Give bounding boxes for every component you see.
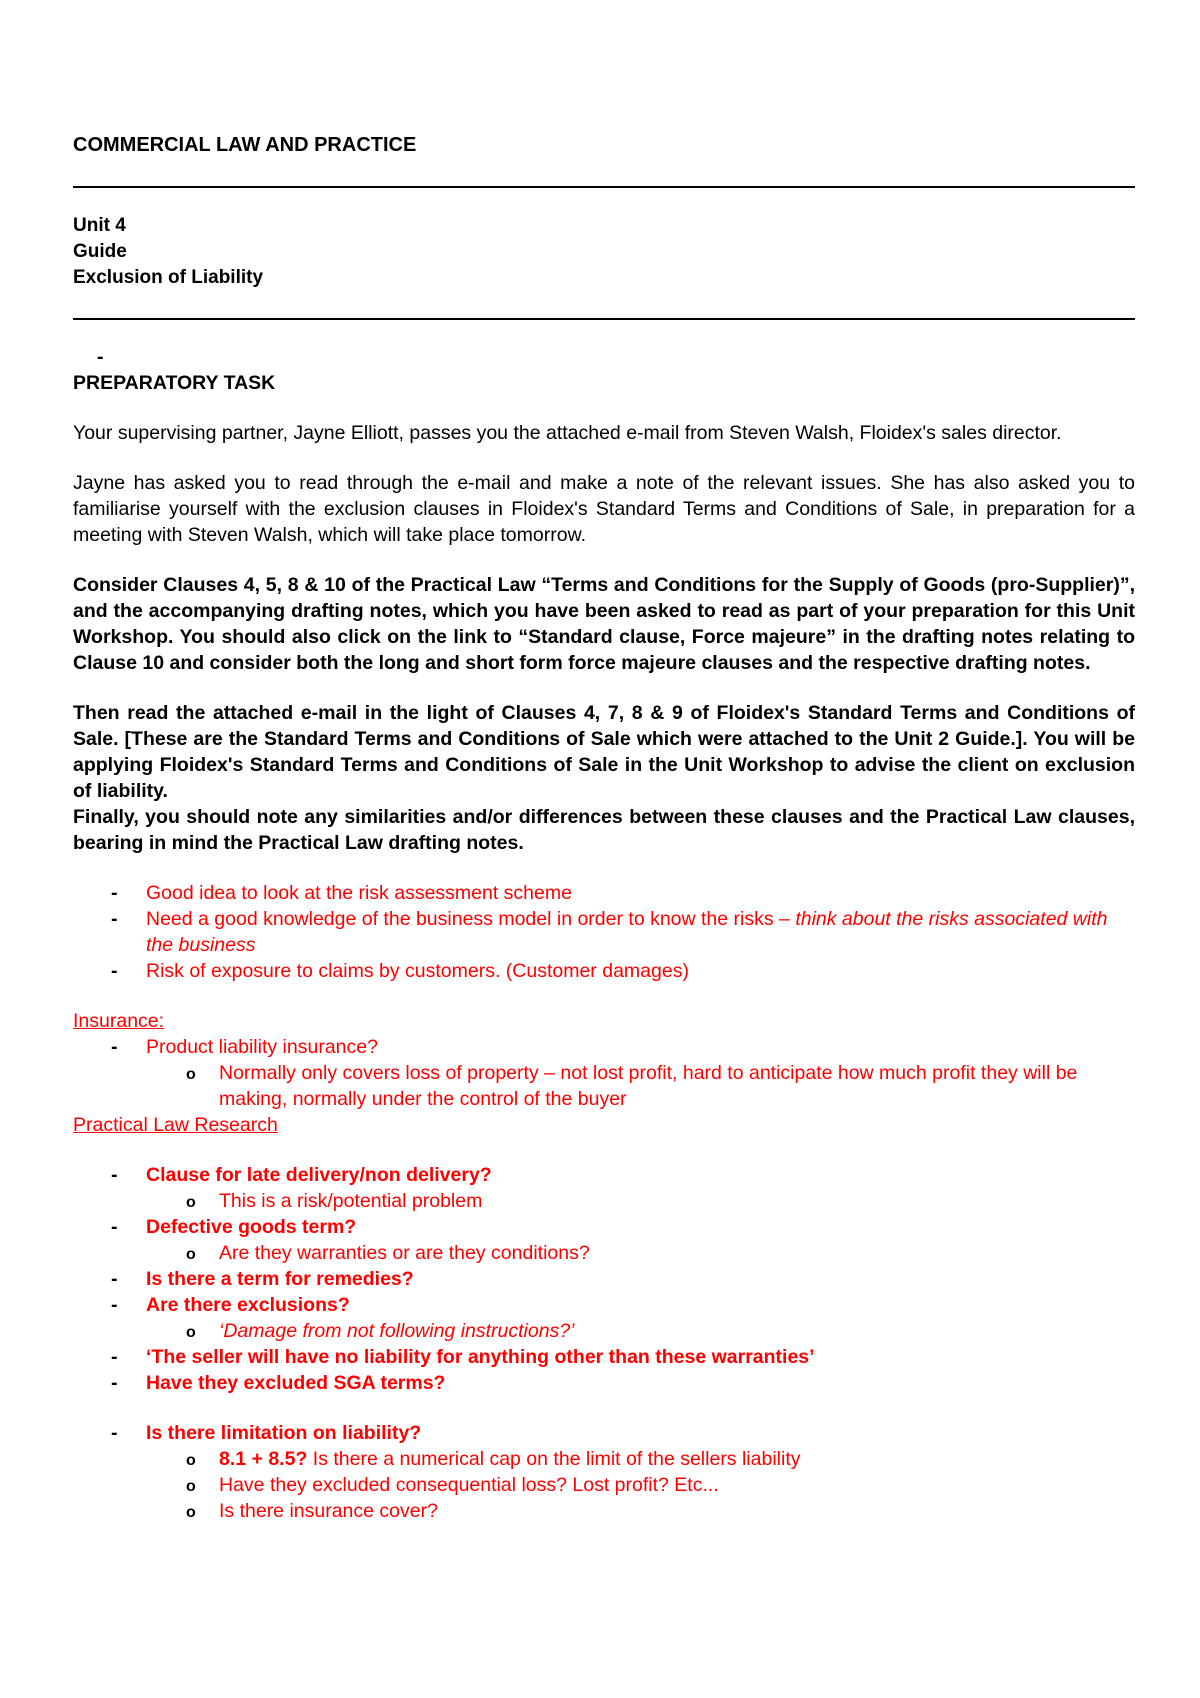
sub-list-item: o ‘Damage from not following instructions?’ <box>73 1318 1135 1344</box>
list-item: - Good idea to look at the risk assessment scheme <box>111 882 572 904</box>
dash-bullet: - <box>111 960 118 982</box>
list-item: - Are there exclusions? o ‘Damage from not following instructions?’ <box>73 1292 1135 1344</box>
list-item: - ‘The seller will have no liability for anything other than these warranties’ <box>111 1346 815 1368</box>
sub-list <box>146 1446 1135 1524</box>
dash-bullet: - <box>111 1346 118 1368</box>
list-item: - Product liability insurance? o Normally only covers loss of property – not lost profit, hard to anticipate how much profit they will be making, normally under the control of the buyer <box>73 1034 1135 1112</box>
horizontal-rule <box>73 318 1135 320</box>
paragraph: Your supervising partner, Jayne Elliott, passes you the attached e-mail from Steven Walsh, Floidex's sales director. <box>73 422 1062 444</box>
sub-list <box>146 1188 1135 1214</box>
circle-bullet: o <box>186 1246 196 1263</box>
liability-list <box>73 1420 1135 1524</box>
list-item: - Have they excluded SGA terms? <box>111 1372 446 1394</box>
dash-bullet: - <box>111 1216 118 1238</box>
horizontal-rule <box>73 186 1135 188</box>
list-item: - Clause for late delivery/non delivery? o This is a risk/potential problem <box>73 1162 1135 1214</box>
sub-list-item: o Are they warranties or are they conditions? <box>73 1240 1135 1266</box>
list-item: - Risk of exposure to claims by customers. (Customer damages) <box>111 960 689 982</box>
dash-bullet: - <box>111 1268 118 1290</box>
guide-label: Guide <box>73 241 127 262</box>
unit-label: Unit 4 <box>73 215 126 236</box>
paragraph-bold: Finally, you should note any similarities and/or differences between these clauses and the Practical Law clauses, bearing in mind the Practical Law drafting notes. <box>73 806 1135 854</box>
topic-title: Exclusion of Liability <box>73 267 264 288</box>
sub-list <box>146 1240 1135 1266</box>
paragraph-bold: Then read the attached e-mail in the light of Clauses 4, 7, 8 & 9 of Floidex's Standard Terms and Conditions of Sale. [These are the Standard Terms and Conditions of Sale which were attached to the Unit 2 Guide.]. You will be applying Floidex's Standard Terms and Conditions of Sale in the Unit Workshop to advise the client on exclusion of liability. <box>73 702 1135 802</box>
sub-list-item: o Have they excluded consequential loss? Lost profit? Etc... <box>73 1472 1135 1498</box>
sub-list <box>146 1318 1135 1344</box>
list-item: - Is there a term for remedies? <box>111 1268 414 1290</box>
notes-list <box>73 880 1135 984</box>
list-item: - Is there limitation on liability? o 8.1 + 8.5? Is there a numerical cap on the limit of the sellers liability o Have they excluded consequential loss? Lost profit? Etc... o Is there insurance cover? <box>73 1420 1135 1524</box>
sub-list-item: o Is there insurance cover? <box>73 1498 1135 1524</box>
dash-bullet: - <box>111 1372 118 1394</box>
paragraph: Jayne has asked you to read through the e-mail and make a note of the relevant issues. She has also asked you to familiarise yourself with the exclusion clauses in Floidex's Standard Terms and Conditions of Sale, in preparation for a meeting with Steven Walsh, which will take place tomorrow. <box>73 472 1135 546</box>
sub-list-item: o This is a risk/potential problem <box>73 1188 1135 1214</box>
circle-bullet: o <box>186 1478 196 1495</box>
circle-bullet: o <box>186 1194 196 1211</box>
circle-bullet: o <box>186 1452 196 1469</box>
insurance-list <box>73 1034 1135 1112</box>
research-list <box>73 1162 1135 1396</box>
document-body <box>73 344 1135 1524</box>
dash-bullet: - <box>111 1422 118 1444</box>
course-title: COMMERCIAL LAW AND PRACTICE <box>73 134 417 156</box>
sub-list <box>146 1060 1135 1112</box>
paragraph-bold: Consider Clauses 4, 5, 8 & 10 of the Practical Law “Terms and Conditions for the Supply of Goods (pro-Supplier)”, and the accompanying drafting notes, which you have been asked to read as part of your preparation for this Unit Workshop. You should also click on the link to “Standard clause, Force majeure” in the drafting notes relating to Clause 10 and consider both the long and short form force majeure clauses and the respective drafting notes. <box>73 574 1135 674</box>
research-heading: Practical Law Research <box>73 1114 278 1136</box>
sub-list-item: o 8.1 + 8.5? Is there a numerical cap on the limit of the sellers liability <box>73 1446 1135 1472</box>
circle-bullet: o <box>186 1504 196 1521</box>
list-item: - Defective goods term? o Are they warranties or are they conditions? <box>73 1214 1135 1266</box>
dash-bullet: - <box>111 882 118 904</box>
dash-bullet: - <box>111 908 118 930</box>
unit-heading-block <box>73 213 263 291</box>
sub-list-item: o Normally only covers loss of property – not lost profit, hard to anticipate how much profit they will be making, normally under the control of the buyer <box>186 1062 1078 1110</box>
dash-bullet: - <box>111 1036 118 1058</box>
dash-marker: - <box>97 346 104 368</box>
section-heading: PREPARATORY TASK <box>73 372 276 394</box>
list-item: - Need a good knowledge of the business model in order to know the risks – think about the risks associated with the business <box>111 908 1108 956</box>
dash-bullet: - <box>111 1164 118 1186</box>
dash-bullet: - <box>111 1294 118 1316</box>
circle-bullet: o <box>186 1066 196 1083</box>
circle-bullet: o <box>186 1324 196 1341</box>
insurance-heading: Insurance: <box>73 1010 165 1032</box>
